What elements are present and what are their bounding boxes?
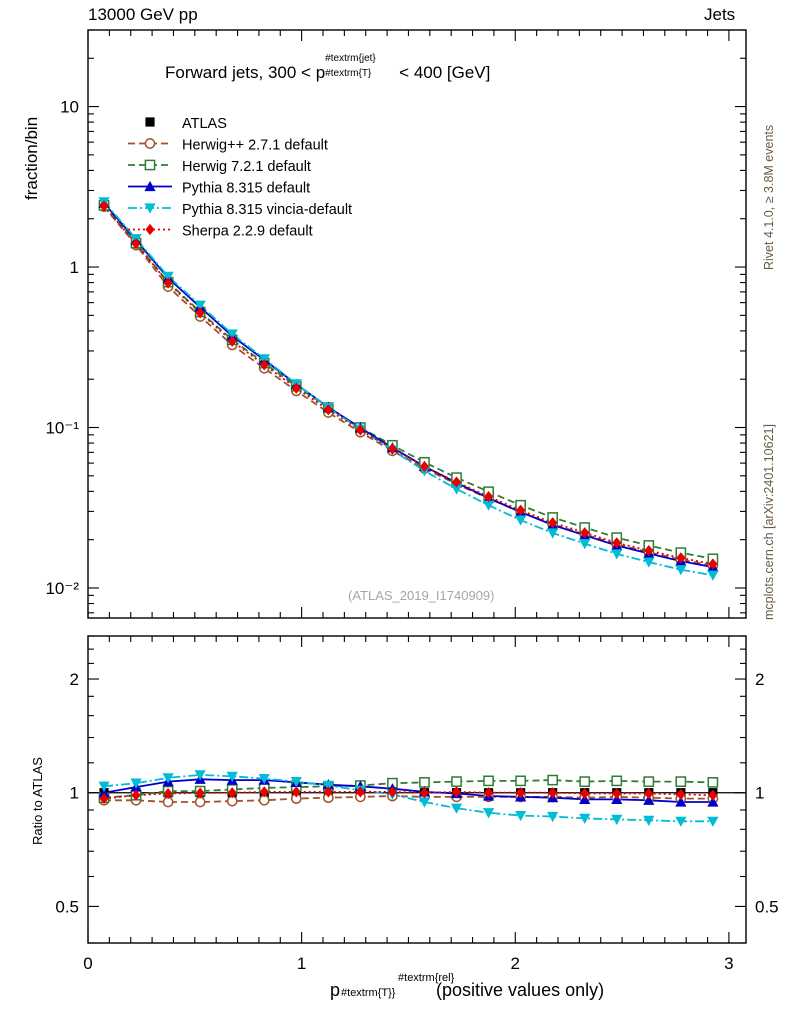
y-tick-label-2: 10⁻¹ [45, 418, 79, 438]
legend-label-3: Pythia 8.315 default [182, 180, 311, 197]
marker-square-open [548, 775, 557, 784]
legend-label-2: Herwig 7.2.1 default [182, 159, 311, 175]
legend-label-4: Pythia 8.315 vincia-default [182, 202, 353, 218]
side-label-mcplots: mcplots.cern.ch [arXiv:2401.10621] [762, 424, 776, 620]
plot-title-tail: < 400 [GeV] [399, 63, 491, 82]
marker-square-open [644, 777, 653, 786]
marker-square-open [516, 776, 525, 785]
ratio-y-axis-label: Ratio to ATLAS [30, 757, 45, 845]
ratio-y-tick-label-l-2: 0.5 [55, 897, 79, 917]
marker-square-open [452, 777, 461, 786]
x-tick-label-1: 1 [296, 954, 307, 973]
y-axis-label: fraction/bin [22, 116, 41, 200]
plot-title-subscript: #textrm{T} [325, 68, 372, 79]
x-tick-label-0: 0 [83, 954, 93, 973]
ratio-y-tick-label-r-2: 0.5 [755, 897, 779, 917]
series-line-2 [104, 205, 713, 558]
series-line-4 [104, 202, 713, 576]
ratio-y-tick-label-l-1: 1 [69, 783, 79, 803]
header-right: Jets [704, 5, 736, 24]
plot-title-superscript: #textrm{jet} [325, 53, 376, 64]
legend-label-0: ATLAS [182, 116, 227, 132]
legend-label-5: Sherpa 2.2.9 default [182, 223, 313, 240]
y-tick-label-1: 1 [69, 258, 79, 278]
marker-triangle-down [515, 515, 526, 525]
legend-label-1: Herwig++ 2.7.1 default [182, 137, 328, 154]
series-line-5 [104, 206, 713, 564]
marker-square-open [708, 778, 717, 787]
marker-circle-open [145, 139, 154, 148]
x-tick-label-3: 3 [724, 954, 734, 973]
marker-circle-open [196, 797, 205, 806]
y-tick-label-3: 10⁻² [45, 578, 79, 598]
marker-square-open [676, 777, 685, 786]
marker-triangle-down [707, 571, 718, 581]
marker-square-open [612, 776, 621, 785]
x-axis-label [330, 972, 605, 1001]
ratio-y-tick-label-l-0: 2 [69, 670, 79, 690]
x-tick-label-2: 2 [510, 954, 521, 973]
series-line-3 [104, 203, 713, 567]
ratio-y-tick-label-r-0: 2 [755, 670, 765, 690]
marker-square-open [145, 160, 154, 169]
y-tick-label-0: 10 [60, 97, 79, 117]
x-axis-label-main: p [330, 980, 341, 1000]
plot-title [165, 53, 491, 83]
side-label-rivet: Rivet 4.1.0, ≥ 3.8M events [762, 124, 776, 270]
x-axis-label-subscript: #textrm{T}} [341, 987, 396, 999]
marker-square [145, 117, 154, 126]
series-line-1 [104, 207, 713, 566]
x-axis-label-superscript: #textrm{rel} [398, 972, 455, 984]
marker-square-open [420, 778, 429, 787]
x-axis-label-tail: (positive values only) [436, 980, 605, 1000]
dataset-watermark: (ATLAS_2019_I1740909) [348, 588, 495, 603]
marker-square-open [580, 777, 589, 786]
header-left: 13000 GeV pp [88, 5, 198, 24]
marker-square-open [484, 776, 493, 785]
marker-diamond [145, 224, 154, 235]
ratio-y-tick-label-r-1: 1 [755, 783, 765, 803]
plot-title-main: Forward jets, 300 < p [165, 63, 326, 82]
